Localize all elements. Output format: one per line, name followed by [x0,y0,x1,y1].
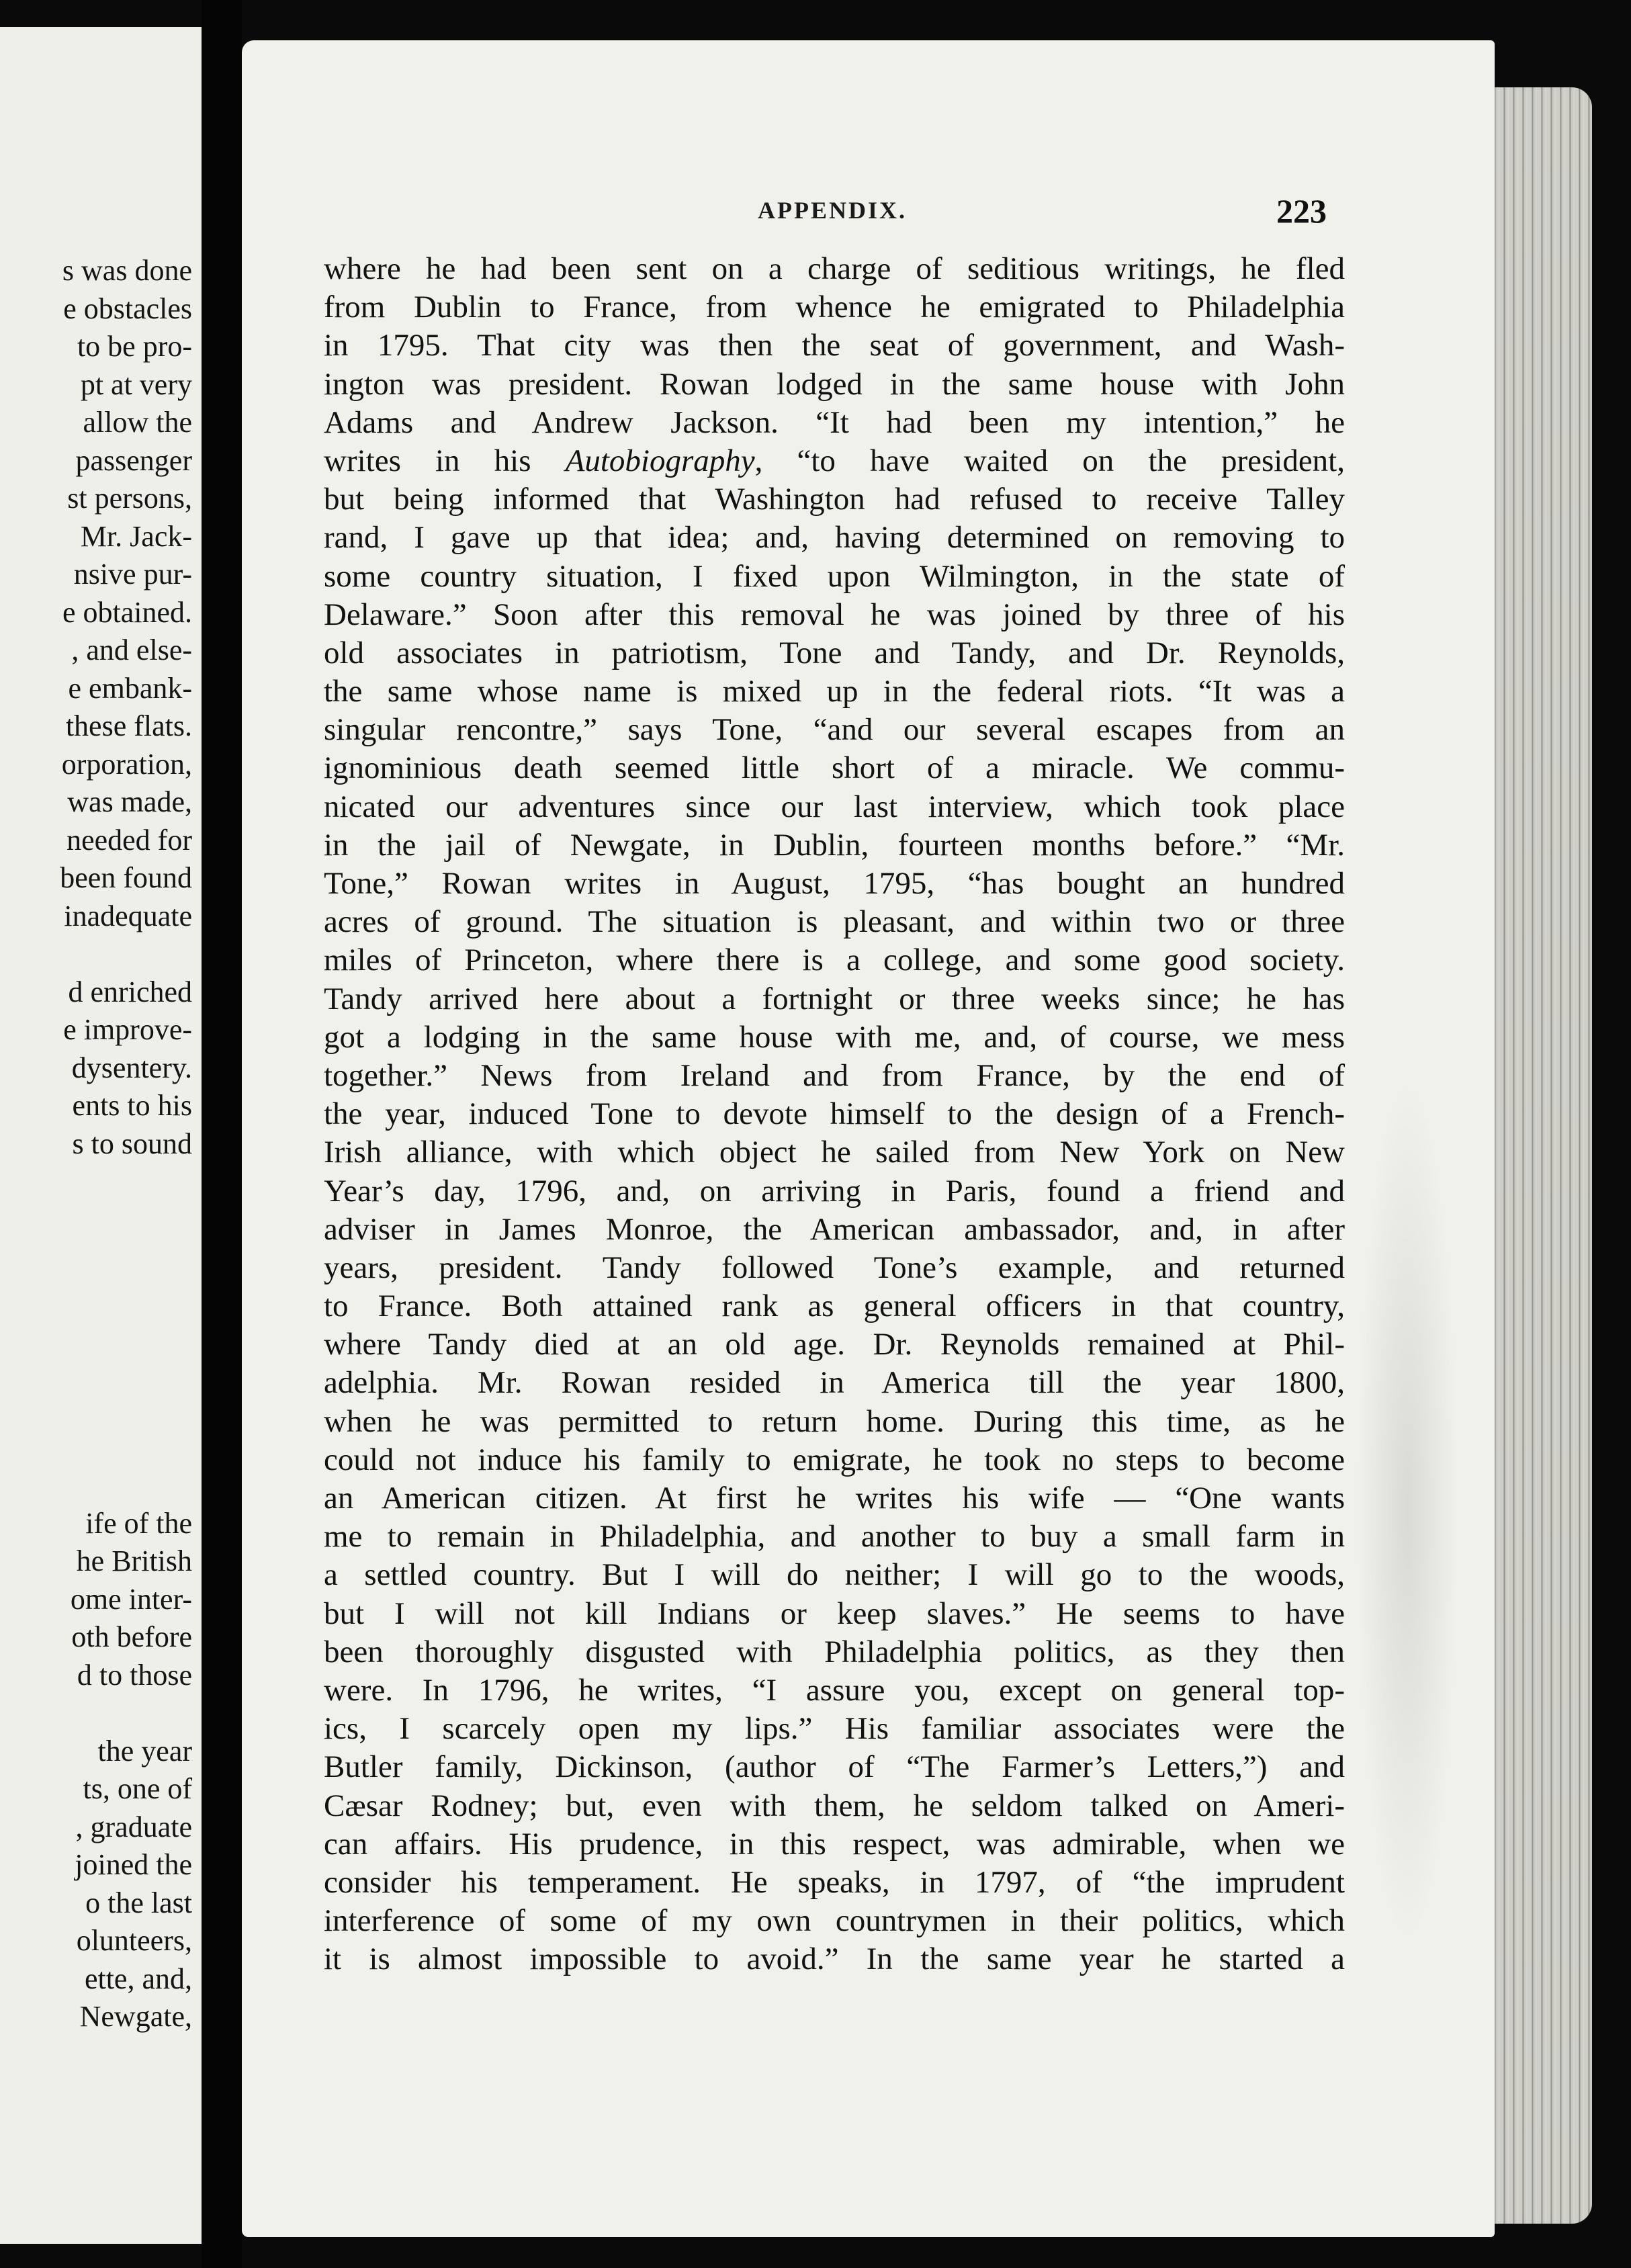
left-page-line [0,1353,192,1391]
book-gutter [202,0,242,2268]
left-page-line: st persons, [67,482,192,515]
left-page-line [0,1163,192,1201]
left-page-line: these flats. [65,709,192,742]
body-line: ignominious death seemed little short of a miracle. We commu- [324,750,1345,786]
left-page-line: he British [76,1544,192,1577]
left-page-line: s was done [62,254,192,287]
body-line: to France. Both attained rank as general officers in that country, [324,1289,1345,1324]
body-line: miles of Princeton, where there is a college, and some good society. [324,943,1345,978]
page-stain [1357,1075,1458,1948]
left-page-line [0,1694,192,1733]
body-line: in the jail of Newgate, in Dublin, fourteen months before.” “Mr. [324,827,1345,863]
left-page-fragment [0,27,202,2244]
left-page-line: olunteers, [76,1924,192,1957]
body-line: but being informed that Washington had refused to receive Talley [324,482,1345,517]
body-line: Year’s day, 1796, and, on arriving in Paris, found a friend and [324,1173,1345,1209]
body-line: rand, I gave up that idea; and, having determined on removing to [324,520,1345,556]
left-page-line: Mr. Jack- [80,519,192,553]
left-page-line: passenger [75,443,192,477]
body-line: years, president. Tandy followed Tone’s example, and returned [324,1250,1345,1285]
left-page-line: inadequate [64,899,192,932]
left-page-line: e improve- [63,1013,192,1046]
left-page-line: dysentery. [71,1051,192,1084]
left-page-line: ents to his [72,1089,192,1122]
body-line: Cæsar Rodney; but, even with them, he seldom talked on Ameri- [324,1788,1345,1823]
body-line: in 1795. That city was then the seat of government, and Wash- [324,328,1345,363]
left-page-line [0,1239,192,1277]
body-line: Tone,” Rowan writes in August, 1795, “has bought an hundred [324,866,1345,901]
left-page-line [0,1277,192,1315]
left-page-line: been found [60,861,192,894]
body-line: can affairs. His prudence, in this respect, was admirable, when we [324,1826,1345,1862]
left-page-line [0,1391,192,1429]
body-line: where he had been sent on a charge of seditious writings, he fled [324,251,1345,286]
body-line: old associates in patriotism, Tone and Tandy, and Dr. Reynolds, [324,635,1345,670]
left-page-text [0,252,192,2036]
left-page-line: Newgate, [79,2000,192,2033]
body-line: some country situation, I fixed upon Wilmington, in the state of [324,558,1345,594]
left-page-line: , and else- [71,634,192,666]
left-page-line [0,935,192,973]
body-line: it is almost impossible to avoid.” In the same year he started a [324,1942,1345,1977]
body-line: been thoroughly disgusted with Philadelphia politics, as they then [324,1634,1345,1669]
body-line: the same whose name is mixed up in the federal riots. “It was a [324,674,1345,709]
body-line: me to remain in Philadelphia, and another to buy a small farm in [324,1519,1345,1555]
left-page-line: d to those [77,1658,192,1692]
body-line: but I will not kill Indians or keep slaves.” He seems to have [324,1596,1345,1631]
body-line: consider his temperament. He speaks, in 1797, of “the imprudent [324,1864,1345,1900]
body-line: were. In 1796, he writes, “I assure you, except on general top- [324,1672,1345,1708]
body-line: Adams and Andrew Jackson. “It had been my intention,” he [324,404,1345,440]
body-line: acres of ground. The situation is pleasant, and within two or three [324,904,1345,940]
left-page-line: needed for [67,823,192,857]
left-page-line: ette, and, [84,1962,192,1995]
body-line: ics, I scarcely open my lips.” His familiar associates were the [324,1711,1345,1747]
page-number: 223 [1276,192,1327,230]
body-line: got a lodging in the same house with me, and, of course, we mess [324,1019,1345,1055]
body-line: the year, induced Tone to devote himself to the design of a French- [324,1096,1345,1132]
left-page-line: o the last [85,1886,192,1919]
body-line: nicated our adventures since our last interview, which took place [324,789,1345,824]
left-page-line: ome inter- [70,1582,192,1616]
left-page-line: , graduate [75,1810,192,1843]
body-line: Tandy arrived here about a fortnight or three weeks since; he has [324,981,1345,1016]
body-text [324,250,1345,1978]
body-line: interference of some of my own countrymen in their politics, which [324,1903,1345,1939]
left-page-line: e obtained. [62,595,192,629]
body-line: together.” News from Ireland and from France, by the end of [324,1057,1345,1093]
body-line: ington was president. Rowan lodged in the same house with John [324,366,1345,402]
running-head: APPENDIX. [758,197,907,224]
left-page-line: d enriched [68,975,192,1008]
body-line: could not induce his family to emigrate, he took no steps to become [324,1442,1345,1477]
body-line: when he was permitted to return home. During this time, as he [324,1403,1345,1439]
body-line: adviser in James Monroe, the American ambassador, and, in after [324,1211,1345,1247]
left-page-line: allow the [83,406,192,439]
left-page-line: ts, one of [83,1772,192,1805]
left-page-line: e obstacles [63,292,192,325]
left-page-line: s to sound [72,1127,192,1160]
body-line: Delaware.” Soon after this removal he was joined by three of his [324,597,1345,632]
body-line: an American citizen. At first he writes his wife — “One wants [324,1481,1345,1516]
left-page-line: the year [97,1734,192,1768]
left-page-line: to be pro- [77,330,192,363]
left-page-line: e embank- [68,671,192,705]
body-line: singular rencontre,” says Tone, “and our several escapes from an [324,712,1345,748]
left-page-line: orporation, [61,747,192,781]
body-line: adelphia. Mr. Rowan resided in America till the year 1800, [324,1365,1345,1401]
left-page-line [0,1429,192,1467]
left-page-line: pt at very [80,367,192,401]
body-line: from Dublin to France, from whence he emigrated to Philadelphia [324,290,1345,325]
left-page-line: nsive pur- [73,558,192,591]
body-line: writes in his Autobiography, “to have waited on the president, [324,443,1345,478]
body-line: a settled country. But I will do neither; I will go to the woods, [324,1557,1345,1593]
left-page-line: ife of the [85,1506,192,1540]
left-page-line: joined the [75,1848,192,1881]
book-title-italic: Autobiography [565,443,755,478]
left-page-line: was made, [67,785,192,818]
body-line: Irish alliance, with which object he sailed from New York on New [324,1135,1345,1170]
body-line: where Tandy died at an old age. Dr. Reynolds remained at Phil- [324,1327,1345,1362]
left-page-line: oth before [71,1620,192,1653]
left-page-line [0,1315,192,1353]
left-page-line [0,1201,192,1239]
left-page-line [0,1467,192,1505]
body-line: Butler family, Dickinson, (author of “The Farmer’s Letters,”) and [324,1749,1345,1785]
